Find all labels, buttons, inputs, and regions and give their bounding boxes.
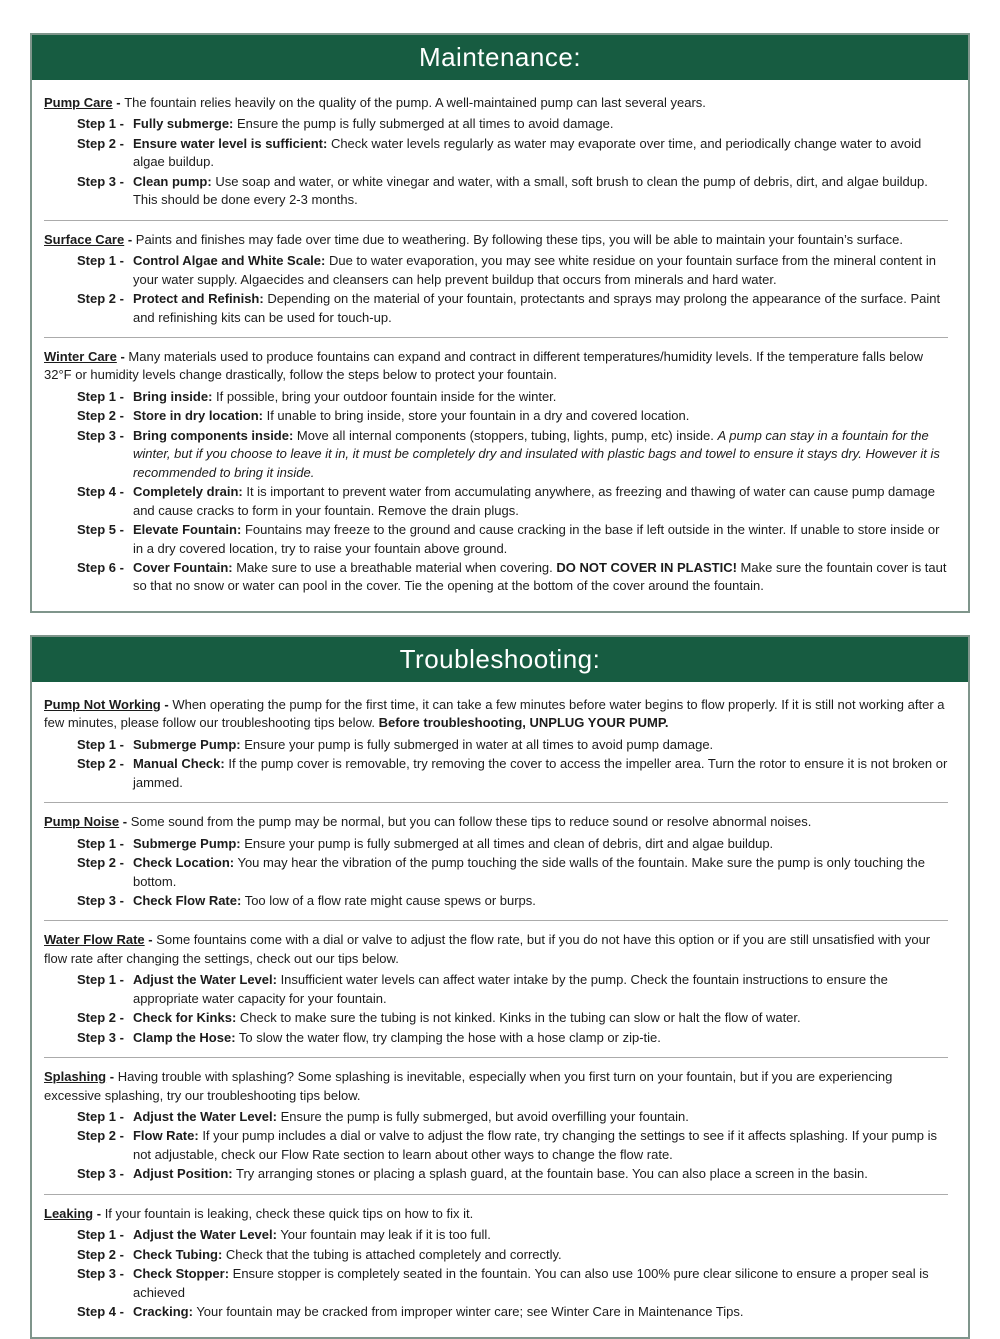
step-text	[133, 135, 952, 172]
step-row	[77, 252, 952, 289]
body-text: If possible, bring your outdoor fountain inside for the winter.	[212, 388, 557, 404]
heading-dash: -	[124, 231, 136, 247]
step-number: Step 3 -	[77, 1029, 124, 1045]
topic-intro	[44, 1205, 952, 1223]
step-row	[77, 1029, 952, 1047]
body-text: Check that the tubing is attached completely and correctly.	[222, 1246, 562, 1262]
step-text	[133, 736, 952, 754]
step-row	[77, 427, 952, 482]
topic-heading: Water Flow Rate	[44, 932, 145, 948]
topic-splashing	[44, 1068, 952, 1184]
body-text: Having trouble with splashing? Some splashing is inevitable, especially when you first turn on your fountain, but if you are experiencing excessive splashing, try our troubleshooting tips below.	[44, 1069, 893, 1103]
bold-text: Adjust the Water Level:	[132, 1227, 277, 1243]
step-row	[77, 521, 952, 558]
bold-text: Elevate Fountain:	[132, 522, 242, 538]
body-text: Make sure to use a breathable material when covering.	[232, 559, 557, 575]
bold-text: Bring components inside:	[132, 427, 294, 443]
body-text: Ensure the pump is fully submerged at all times to avoid damage.	[233, 116, 614, 132]
heading-dash: -	[106, 1069, 118, 1085]
topic-intro	[44, 696, 952, 733]
section-divider	[44, 337, 948, 338]
step-row	[77, 1108, 952, 1126]
topic-heading: Pump Not Working	[44, 696, 161, 712]
step-text	[133, 115, 952, 133]
step-text	[133, 1108, 952, 1126]
bold-text: Protect and Refinish:	[132, 291, 264, 307]
bold-text: Clamp the Hose:	[132, 1029, 236, 1045]
step-number: Step 1 -	[77, 835, 124, 851]
step-text	[133, 971, 952, 1008]
bold-text: Store in dry location:	[132, 408, 263, 424]
topic-heading: Surface Care	[44, 231, 125, 247]
body-text: Use soap and water, or white vinegar and water, with a small, soft brush to clean the pump of debris, dirt, and algae buildup. This should be done every 2-3 months.	[132, 173, 928, 208]
body-text: Try arranging stones or placing a splash guard, at the fountain base. You can also place a screen in the basin.	[232, 1166, 868, 1182]
step-text	[133, 1226, 952, 1244]
step-row	[77, 115, 952, 133]
body-text: When operating the pump for the first time, it can take a few minutes before water begins to flow properly. If it is still not working after a few minutes, please follow our troubleshooting tips below.	[44, 696, 945, 731]
step-row	[77, 1265, 952, 1302]
body-text: Your fountain may leak if it is too full.	[276, 1227, 491, 1243]
step-number: Step 1 -	[77, 388, 124, 404]
body-text: If your pump includes a dial or valve to adjust the flow rate, try changing the settings to see if it affects splashing. If your pump is not adjustable, check our Flow Rate section to learn about other ways to change the flow rate.	[132, 1128, 937, 1162]
step-number: Step 5 -	[77, 522, 124, 538]
body-text: If the pump cover is removable, try removing the cover to access the impeller area. Turn the rotor to ensure it is not broken or jammed.	[132, 756, 948, 790]
step-row	[77, 1165, 952, 1183]
step-text	[133, 854, 952, 891]
section-divider	[44, 920, 948, 921]
body-text: You may hear the vibration of the pump touching the side walls of the fountain. Make sure the pump is only touching the bottom.	[132, 855, 925, 889]
step-text	[133, 252, 952, 289]
body-text: If unable to bring inside, store your fountain in a dry and covered location.	[262, 408, 690, 424]
bold-text: Check Location:	[132, 855, 235, 871]
troubleshooting-section	[30, 635, 970, 1339]
step-text	[133, 892, 952, 910]
step-number: Step 1 -	[77, 1227, 124, 1243]
section-divider	[44, 1057, 948, 1058]
step-text	[133, 1009, 952, 1027]
step-number: Step 1 -	[77, 736, 124, 752]
step-number: Step 2 -	[77, 408, 124, 424]
step-number: Step 2 -	[77, 135, 124, 151]
section-divider	[44, 1194, 948, 1195]
step-text	[133, 1127, 952, 1164]
step-number: Step 2 -	[77, 756, 124, 772]
topic-heading: Pump Noise	[44, 814, 120, 830]
step-number: Step 3 -	[77, 1166, 124, 1182]
step-number: Step 4 -	[77, 484, 124, 500]
topic-intro	[44, 813, 952, 831]
step-row	[77, 1009, 952, 1027]
bold-text: Control Algae and White Scale:	[132, 253, 326, 269]
topic-heading: Pump Care	[44, 95, 113, 110]
step-text	[133, 407, 952, 425]
maintenance-title: Maintenance:	[418, 42, 582, 72]
step-text	[133, 521, 952, 558]
troubleshooting-title: Troubleshooting:	[399, 643, 601, 674]
body-text: If your fountain is leaking, check these quick tips on how to fix it.	[104, 1205, 474, 1221]
maintenance-section	[30, 33, 970, 613]
heading-dash: -	[160, 696, 173, 712]
bold-text: Check Flow Rate:	[132, 892, 242, 908]
step-number: Step 1 -	[77, 253, 124, 269]
topic-surface-care	[44, 231, 952, 327]
topic-heading: Leaking	[44, 1205, 94, 1221]
step-number: Step 1 -	[77, 972, 124, 988]
heading-dash: -	[144, 932, 157, 948]
topic-intro	[44, 1068, 952, 1105]
step-text	[133, 483, 952, 520]
bold-text: Before troubleshooting, UNPLUG YOUR PUMP.	[378, 715, 669, 731]
step-row	[77, 388, 952, 406]
step-number: Step 2 -	[77, 1010, 124, 1026]
body-text: Paints and finishes may fade over time due to weathering. By following these tips, you will be able to maintain your fountain’s surface.	[135, 231, 903, 247]
body-text: Your fountain may be cracked from improper winter care; see Winter Care in Maintenance Tips.	[192, 1304, 744, 1320]
bold-text: Completely drain:	[132, 484, 243, 500]
bold-text: Fully submerge:	[132, 116, 234, 132]
bold-text: Submerge Pump:	[132, 736, 241, 752]
step-text	[133, 290, 952, 327]
bold-text: Flow Rate:	[132, 1128, 199, 1144]
troubleshooting-header-bar	[32, 637, 968, 682]
body-text: Ensure the pump is fully submerged, but avoid overfilling your fountain.	[276, 1109, 689, 1125]
step-row	[77, 559, 952, 596]
topic-leaking	[44, 1205, 952, 1322]
body-text: Ensure your pump is fully submerged at all times and clean of debris, dirt and algae buildup.	[240, 835, 774, 851]
maintenance-body	[32, 80, 968, 611]
step-row	[77, 1127, 952, 1164]
step-text	[133, 1246, 952, 1264]
bold-text: Cracking:	[132, 1304, 193, 1320]
section-divider	[44, 220, 948, 221]
step-text	[133, 388, 952, 406]
step-text	[133, 1165, 952, 1183]
step-number: Step 2 -	[77, 855, 124, 871]
bold-text: Adjust Position:	[132, 1166, 233, 1182]
bold-text: Ensure water level is sufficient:	[132, 135, 328, 151]
body-text: The fountain relies heavily on the quality of the pump. A well-maintained pump can last several years.	[124, 95, 706, 110]
body-text: Fountains may freeze to the ground and cause cracking in the base if left outside in the winter. If unable to store inside or in a dry covered location, try to raise your fountain above ground.	[132, 522, 940, 556]
step-row	[77, 1303, 952, 1321]
bold-text: DO NOT COVER IN PLASTIC!	[556, 559, 737, 575]
step-text	[133, 835, 952, 853]
topic-heading: Winter Care	[44, 348, 117, 364]
bold-text: Adjust the Water Level:	[132, 972, 277, 988]
bold-text: Adjust the Water Level:	[132, 1109, 277, 1125]
step-number: Step 3 -	[77, 427, 124, 443]
bold-text: Submerge Pump:	[132, 835, 241, 851]
body-text: Some fountains come with a dial or valve to adjust the flow rate, but if you do not have this option or if you are still unsatisfied with your flow rate after changing the settings, check out our tips below.	[44, 932, 931, 966]
body-text: Many materials used to produce fountains can expand and contract in different temperatures/humidity levels. If the temperature falls below 32°F or humidity levels change drastically, follow the steps below to protect your fountain.	[44, 348, 924, 383]
topic-intro	[44, 231, 952, 249]
topic-heading: Splashing	[44, 1069, 107, 1085]
heading-dash: -	[112, 95, 125, 110]
step-number: Step 4 -	[77, 1304, 124, 1320]
body-text: Insufficient water levels can affect water intake by the pump. Check the fountain instructions to ensure the appropriate water capacity for your fountain.	[132, 972, 888, 1006]
step-row	[77, 1226, 952, 1244]
topic-intro	[44, 348, 952, 385]
step-number: Step 3 -	[77, 173, 124, 189]
step-number: Step 2 -	[77, 291, 124, 307]
topic-water-flow-rate	[44, 931, 952, 1047]
step-text	[133, 559, 952, 596]
bold-text: Check Stopper:	[132, 1266, 230, 1282]
step-row	[77, 483, 952, 520]
heading-dash: -	[116, 348, 129, 364]
section-divider	[44, 802, 948, 803]
step-row	[77, 173, 952, 210]
step-row	[77, 290, 952, 327]
maintenance-header-bar	[32, 35, 968, 80]
step-row	[77, 971, 952, 1008]
step-number: Step 1 -	[77, 1109, 124, 1125]
heading-dash: -	[119, 814, 131, 830]
step-text	[133, 1029, 952, 1047]
step-text	[133, 173, 952, 210]
step-row	[77, 407, 952, 425]
step-row	[77, 736, 952, 754]
topic-pump-noise	[44, 813, 952, 910]
bold-text: Check Tubing:	[132, 1246, 223, 1262]
body-text: Check to make sure the tubing is not kinked. Kinks in the tubing can slow or halt the flow of water.	[236, 1010, 801, 1026]
body-text: Make sure the fountain cover is taut so that no snow or water can pool in the cover. Tie the opening at the bottom of the cover around the fountain.	[132, 559, 947, 594]
body-text: Too low of a flow rate might cause spews or burps.	[241, 892, 536, 908]
italic-text: A pump can stay in a fountain for the winter, but if you choose to leave it in, it must be completely dry and insulated with plastic bags and towel to ensure it stays dry. However it is recommended to bring it inside.	[132, 427, 940, 480]
step-row	[77, 835, 952, 853]
step-row	[77, 1246, 952, 1264]
step-number: Step 6 -	[77, 559, 124, 575]
step-row	[77, 892, 952, 910]
bold-text: Check for Kinks:	[132, 1010, 237, 1026]
step-number: Step 3 -	[77, 1266, 124, 1282]
step-number: Step 1 -	[77, 116, 124, 132]
body-text: Check water levels regularly as water may evaporate over time, and periodically change water to avoid algae buildup.	[132, 135, 922, 170]
step-number: Step 2 -	[77, 1128, 124, 1144]
step-text	[133, 755, 952, 792]
topic-pump-not-working	[44, 696, 952, 792]
topic-winter-care	[44, 348, 952, 596]
heading-dash: -	[93, 1205, 105, 1221]
topic-intro	[44, 931, 952, 968]
step-number: Step 3 -	[77, 892, 124, 908]
body-text: Due to water evaporation, you may see white residue on your fountain surface from the mineral content in your water supply. Algaecides and cleansers can help prevent buildup that occurs from minerals and hard water.	[132, 253, 936, 287]
body-text: Ensure stopper is completely seated in the fountain. You can also use 100% pure clear silicone to ensure a proper seal is achieved	[132, 1266, 929, 1300]
step-row	[77, 135, 952, 172]
bold-text: Cover Fountain:	[132, 559, 233, 575]
body-text: Ensure your pump is fully submerged in water at all times to avoid pump damage.	[240, 736, 714, 752]
body-text: Depending on the material of your fountain, protectants and sprays may prolong the appearance of the surface. Paint and refinishing kits can be used for touch-up.	[132, 291, 941, 325]
body-text: It is important to prevent water from accumulating anywhere, as freezing and thawing of water can cause pump damage and cause cracks to form in your fountain. Remove the drain plugs.	[132, 484, 936, 518]
body-text: To slow the water flow, try clamping the hose with a hose clamp or zip-tie.	[235, 1029, 661, 1045]
step-text	[133, 1303, 952, 1321]
step-text	[133, 1265, 952, 1302]
step-row	[77, 755, 952, 792]
body-text: Some sound from the pump may be normal, but you can follow these tips to reduce sound or resolve abnormal noises.	[130, 814, 812, 830]
bold-text: Bring inside:	[132, 388, 213, 404]
bold-text: Clean pump:	[132, 173, 212, 189]
step-text	[133, 427, 952, 482]
bold-text: Manual Check:	[132, 756, 225, 772]
topic-pump-care	[44, 94, 952, 210]
body-text: Move all internal components (stoppers, tubing, lights, pump, etc) inside.	[293, 427, 718, 443]
step-number: Step 2 -	[77, 1246, 124, 1262]
step-row	[77, 854, 952, 891]
topic-intro	[44, 94, 952, 112]
troubleshooting-body	[32, 682, 968, 1337]
